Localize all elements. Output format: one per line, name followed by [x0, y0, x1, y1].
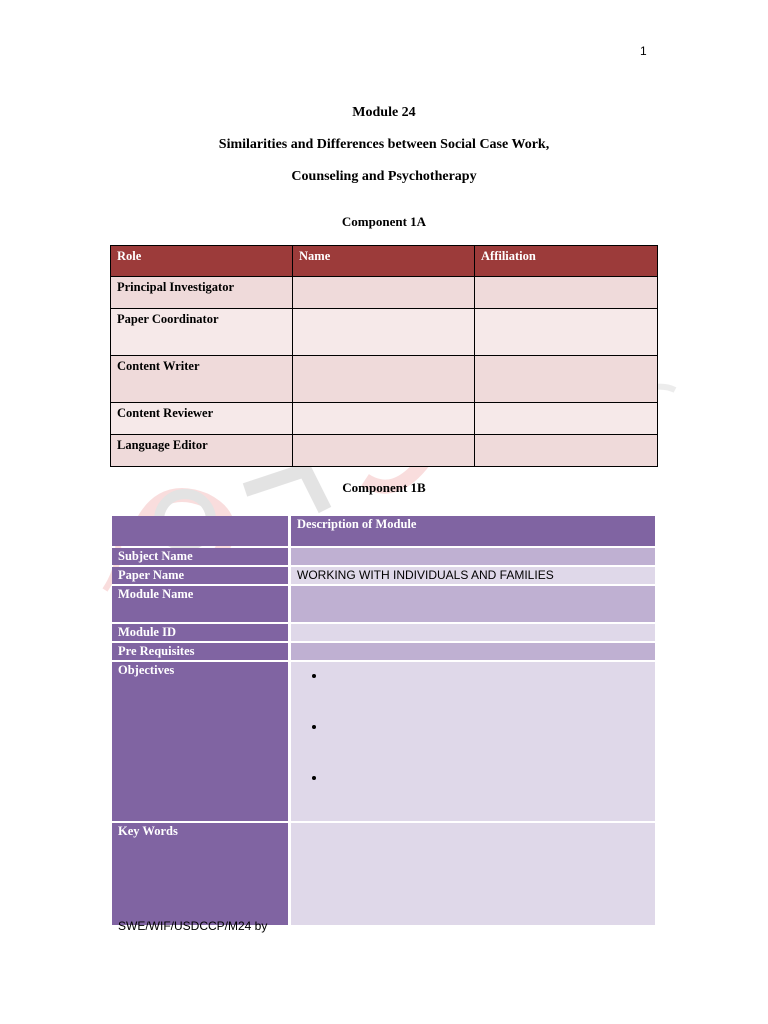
component-1a-table — [110, 245, 658, 467]
table-row — [112, 662, 655, 821]
table-row — [112, 548, 655, 565]
footer-code: SWE/WIF/USDCCP/M24 by — [118, 919, 268, 933]
key-words-label: Key Words — [112, 823, 288, 925]
objective-bullet — [327, 718, 649, 769]
module-title-line-1: Similarities and Differences between Social Case Work, — [218, 137, 550, 152]
paper-name-value: WORKING WITH INDIVIDUALS AND FAMILIES — [291, 567, 655, 584]
objectives-list — [297, 667, 649, 820]
description-of-module-header: Description of Module — [291, 516, 655, 546]
table-row — [112, 643, 655, 660]
module-id-label: Module ID — [112, 624, 288, 641]
name-cell — [293, 403, 475, 435]
role-cell: Language Editor — [111, 435, 293, 467]
name-cell — [293, 356, 475, 403]
table-row — [111, 309, 658, 356]
affiliation-cell — [475, 277, 658, 309]
paper-name-label: Paper Name — [112, 567, 288, 584]
subject-name-label: Subject Name — [112, 548, 288, 565]
component-1b-table — [109, 514, 658, 927]
affiliation-cell — [475, 309, 658, 356]
table-row — [112, 823, 655, 925]
objectives-value — [291, 662, 655, 821]
role-cell: Content Reviewer — [111, 403, 293, 435]
column-header-affiliation: Affiliation — [475, 246, 658, 277]
column-header-name: Name — [293, 246, 475, 277]
key-words-value — [291, 823, 655, 925]
table-row — [112, 567, 655, 584]
table-header-row — [112, 516, 655, 546]
table-row — [111, 435, 658, 467]
table-row — [111, 403, 658, 435]
objective-bullet — [327, 769, 649, 820]
header-label-cell — [112, 516, 288, 546]
module-name-label: Module Name — [112, 586, 288, 622]
objective-bullet — [327, 667, 649, 718]
table-row — [111, 356, 658, 403]
role-cell: Principal Investigator — [111, 277, 293, 309]
page-number: 1 — [640, 44, 647, 58]
pre-requisites-label: Pre Requisites — [112, 643, 288, 660]
name-cell — [293, 277, 475, 309]
subject-name-value — [291, 548, 655, 565]
role-cell: Content Writer — [111, 356, 293, 403]
component-1a-heading: Component 1A — [341, 214, 427, 229]
table-row — [112, 624, 655, 641]
table-row — [112, 586, 655, 622]
objectives-label: Objectives — [112, 662, 288, 821]
table-row — [111, 277, 658, 309]
name-cell — [293, 309, 475, 356]
module-number: Module 24 — [352, 105, 416, 120]
affiliation-cell — [475, 403, 658, 435]
module-title-line-2: Counseling and Psychotherapy — [291, 169, 477, 184]
affiliation-cell — [475, 435, 658, 467]
column-header-role: Role — [111, 246, 293, 277]
name-cell — [293, 435, 475, 467]
module-id-value — [291, 624, 655, 641]
module-name-value — [291, 586, 655, 622]
component-1b-heading: Component 1B — [342, 480, 426, 495]
role-cell: Paper Coordinator — [111, 309, 293, 356]
table-header-row — [111, 246, 658, 277]
affiliation-cell — [475, 356, 658, 403]
pre-requisites-value — [291, 643, 655, 660]
